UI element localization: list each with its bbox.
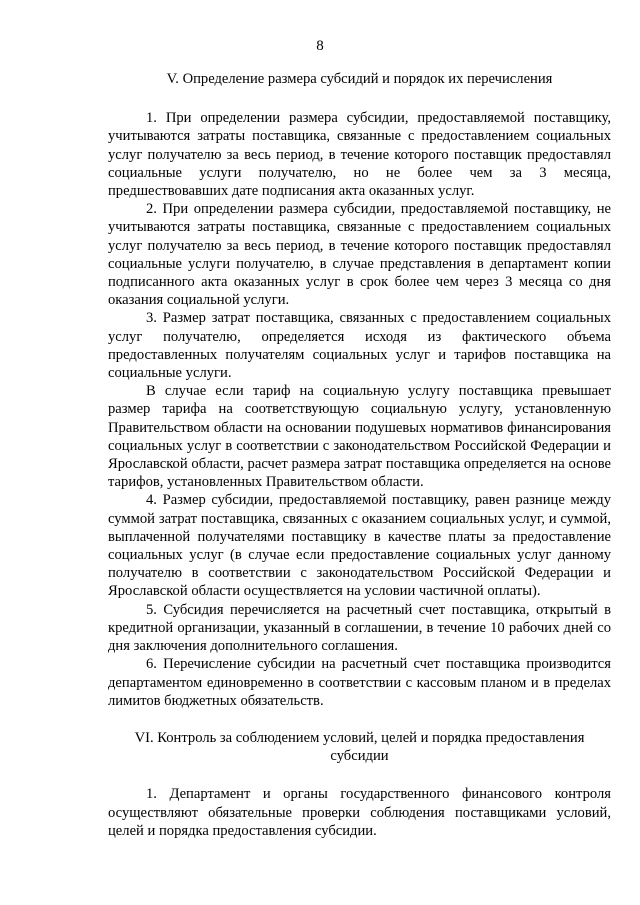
- paragraph-v-5: 5. Субсидия перечисляется на расчетный счет поставщика, открытый в кредитной организации, указанный в соглашении, в течение 10 рабочих дней со дня заключения дополнительного соглашения.: [108, 601, 611, 655]
- paragraph-vi-1: 1. Департамент и органы государственного финансового контроля осуществляют обязательные проверки соблюдения поставщиками условий, целей и порядка предоставления субсидии.: [108, 786, 611, 839]
- paragraph-v-4: 4. Размер субсидии, предоставляемой поставщику, равен разнице между суммой затрат поставщика, связанных с оказанием социальных услуг, и суммой, выплаченной получателями поставщику в качестве платы за предоставление социальных услуг (в случае если предоставление социальных услуг данному получателю в соответствии с законодательством Российской Федерации и Ярославской области осуществляется на условии частичной оплаты).: [108, 492, 611, 600]
- page-number: 8: [316, 38, 324, 54]
- paragraph-v-6: 6. Перечисление субсидии на расчетный счет поставщика производится департаментом единовременно в соответствии с кассовым планом и в пределах лимитов бюджетных обязательств.: [108, 656, 611, 709]
- paragraph-v-3-tariff: В случае если тариф на социальную услугу поставщика превышает размер тарифа на соответствующую социальную услугу, установленную Правительством области на основании подушевых нормативов финансирования социальных услуг в соответствии с законодательством Российской Федерации и Ярославской области, расчет размера затрат поставщика определяется на основе тарифов, установленных Правительством области.: [108, 383, 611, 491]
- paragraph-v-3: 3. Размер затрат поставщика, связанных с предоставлением социальных услуг получателю, определяется исходя из фактического объема предоставленных получателям социальных услуг и тарифов поставщика на социальные услуги.: [108, 310, 611, 382]
- paragraph-v-1: 1. При определении размера субсидии, предоставляемой поставщику, учитываются затраты поставщика, связанные с предоставлением социальных услуг получателю за весь период, в течение которого поставщик предоставлял социальные услуги получателю, но не более чем за 3 месяца, предшествовавших дате подписания акта оказанных услуг.: [108, 110, 611, 200]
- section-heading-vi-line2: субсидии: [330, 748, 389, 765]
- section-heading-vi: [108, 729, 611, 765]
- section-heading-vi-line1: VI. Контроль за соблюдением условий, целей и порядка предоставления: [134, 729, 585, 746]
- document-body: [108, 70, 611, 840]
- paragraph-v-2: 2. При определении размера субсидии, предоставляемой поставщику, не учитываются затраты поставщика, связанные с предоставлением социальных услуг получателю за весь период, в течение которого поставщик предоставлял социальные услуги получателю, в случае представления в департамент копии подписанного акта оказанных услуг в срок более чем через 3 месяца со дня оказания социальной услуги.: [108, 201, 611, 309]
- section-heading-v: V. Определение размера субсидий и порядок их перечисления: [166, 71, 553, 87]
